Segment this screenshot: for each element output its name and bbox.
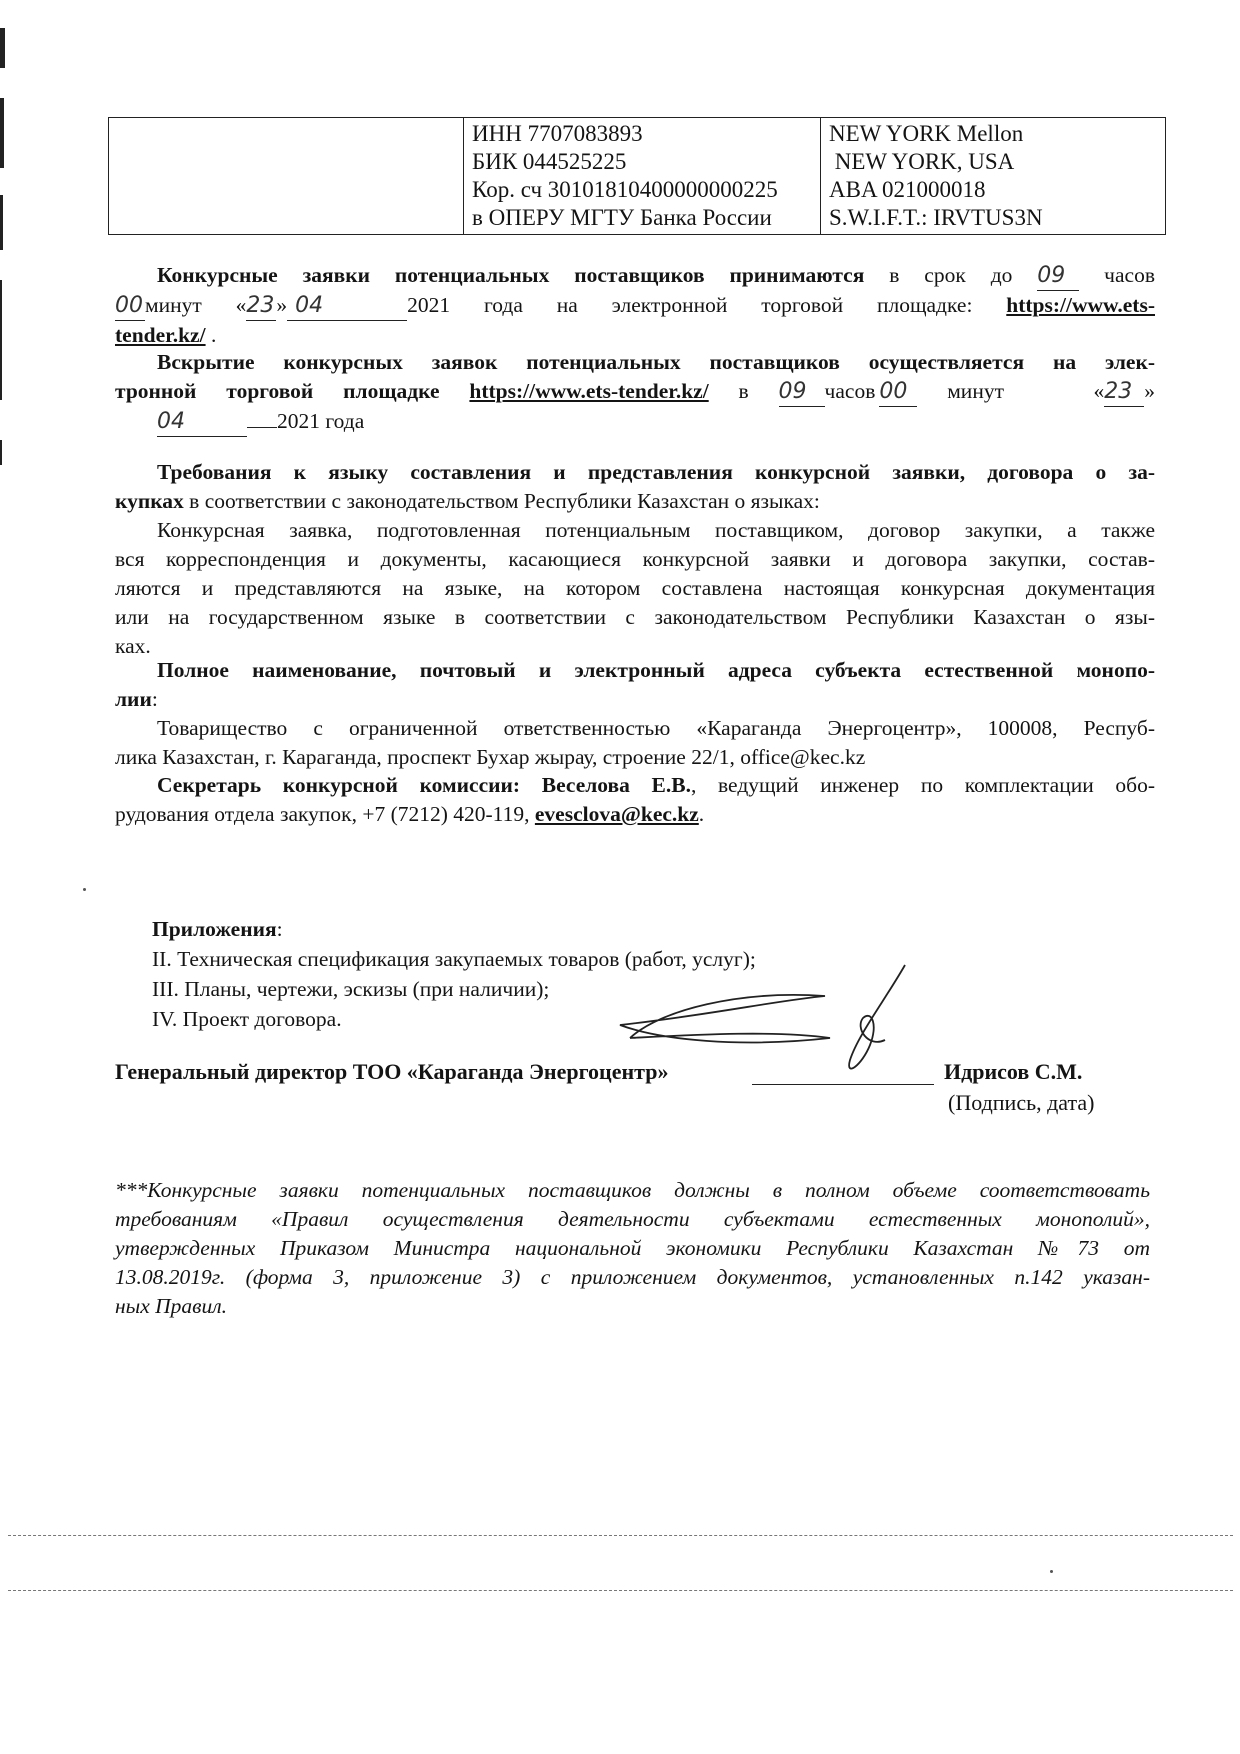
bank-table-russia-cell — [464, 118, 821, 235]
opening-day: 23 — [1104, 379, 1133, 404]
director-title: Генеральный директор ТОО «Караганда Энергоцентр» — [115, 1059, 669, 1084]
secretary-email-link[interactable]: evesclova@kec.kz — [534, 802, 699, 826]
footnote-line: требованиям «Правил осуществления деятельности субъектами естественных монополий», — [115, 1207, 1150, 1231]
language-para-line: или на государственном языке в соответствии с законодательством Республики Казахстан о язы- — [115, 605, 1155, 629]
submission-text: 2021 года на электронной торговой площадке: — [407, 293, 1007, 317]
scan-artifact-line — [8, 1590, 1233, 1591]
opening-month: 04 — [157, 409, 185, 434]
footnote-line: утвержденных Приказом Министра национальной экономики Республики Казахстан №73 от — [115, 1236, 1150, 1260]
language-para-line: вся корреспонденция и документы, касающиеся конкурсной заявки и договора закупки, состав- — [115, 547, 1155, 571]
opening-minute: 00 — [879, 379, 908, 404]
opening-text: часов — [824, 379, 876, 403]
submission-text: . — [205, 323, 217, 347]
attachment-item: III. Планы, чертежи, эскизы (при наличии); — [152, 977, 550, 1001]
bank-us-name: NEW YORK Mellon — [829, 121, 1024, 146]
secretary-end: . — [698, 802, 705, 826]
bank-details-table — [108, 117, 1166, 235]
bank-table-usa-cell — [821, 118, 1166, 235]
opening-lead-2: тронной торговой площадке — [115, 379, 440, 403]
secretary-position: , ведущий инженер по комплектации обо- — [690, 773, 1156, 797]
bank-name: в ОПЕРУ МГТУ Банка России — [472, 205, 772, 230]
signature-caption: (Подпись, дата) — [948, 1090, 1095, 1115]
subject-heading-colon: : — [151, 687, 158, 711]
secretary-label: Секретарь конкурсной комиссии: Веселова Е.В. — [157, 773, 691, 797]
opening-text: » — [1144, 379, 1156, 403]
language-heading-rest: в соответствии с законодательством Республики Казахстан о языках: — [183, 489, 820, 513]
signature-line — [752, 1084, 934, 1085]
opening-hour: 09 — [778, 379, 807, 404]
language-para-line: ках. — [115, 634, 151, 658]
bank-table-empty-cell — [109, 118, 464, 235]
scan-artifact-dot — [83, 888, 86, 891]
submission-lead: Конкурсные заявки потенциальных поставщиков принимаются — [157, 263, 865, 287]
scan-artifact-dot — [1050, 1570, 1053, 1573]
subject-address-line: Товарищество с ограниченной ответственностью «Караганда Энергоцентр», 100008, Респуб- — [157, 716, 1155, 740]
language-para-line: ляются и представляются на языке, на котором составлена настоящая конкурсная документация — [115, 576, 1155, 600]
subject-address-line: лика Казахстан, г. Караганда, проспект Бухар жырау, строение 22/1, office@kec.kz — [115, 745, 866, 769]
subject-info — [115, 656, 1155, 772]
attachment-item: IV. Проект договора. — [152, 1007, 342, 1031]
opening-text: в — [708, 379, 779, 403]
opening-text: 2021 года — [277, 409, 365, 433]
attachments-title: Приложения — [152, 917, 277, 941]
opening-paragraph — [115, 348, 1155, 437]
footnote — [115, 1176, 1150, 1321]
secretary-contact: рудования отдела закупок, +7 (7212) 420-119, — [115, 802, 535, 826]
language-heading: Требования к языку составления и представления конкурсной заявки, договора о за- — [157, 460, 1155, 484]
submission-text: минут « — [145, 293, 247, 317]
ets-tender-link[interactable]: https://www.ets- — [1006, 293, 1155, 317]
attachment-item: II. Техническая спецификация закупаемых товаров (работ, услуг); — [152, 947, 756, 971]
director-name: Идрисов С.М. — [944, 1059, 1083, 1084]
bank-us-city: NEW YORK, USA — [829, 149, 1015, 174]
bank-aba: ABA 021000018 — [829, 177, 986, 202]
footnote-line: 13.08.2019г. (форма 3, приложение 3) с приложением документов, установленных п.142 указан- — [115, 1265, 1150, 1289]
scan-artifact-line — [8, 1535, 1233, 1536]
bank-bik: БИК 044525225 — [472, 149, 627, 174]
footnote-line: ***Конкурсные заявки потенциальных поставщиков должны в полном объеме соответствовать — [115, 1178, 1150, 1202]
ets-tender-link-continued[interactable]: tender.kz/ — [115, 323, 206, 347]
submission-hour: 09 — [1037, 263, 1066, 288]
submission-text: » — [276, 293, 288, 317]
bank-inn: ИНН 7707083893 — [472, 121, 643, 146]
submission-text: часов — [1079, 263, 1155, 287]
bank-swift: S.W.I.F.T.: IRVTUS3N — [829, 205, 1043, 230]
language-para-line: Конкурсная заявка, подготовленная потенциальным поставщиком, договор закупки, а также — [157, 518, 1155, 542]
submission-minute: 00 — [115, 293, 143, 318]
subject-heading: Полное наименование, почтовый и электронный адреса субъекта естественной монопо- — [157, 658, 1155, 682]
opening-lead: Вскрытие конкурсных заявок потенциальных поставщиков осуществляется на элек- — [157, 350, 1155, 374]
submission-day: 23 — [246, 293, 275, 318]
language-heading-2: купках — [115, 489, 184, 513]
submission-paragraph — [115, 261, 1155, 350]
submission-text: в срок до — [864, 263, 1038, 287]
subject-heading-2: лии — [115, 687, 152, 711]
scan-edge-artifact — [0, 20, 10, 480]
language-requirements — [115, 458, 1155, 661]
attachments-colon: : — [276, 917, 283, 941]
opening-text: минут « — [917, 379, 1105, 403]
secretary-info — [115, 771, 1155, 829]
bank-corr-account: Кор. сч 30101810400000000225 — [472, 177, 778, 202]
submission-month: 04 — [295, 293, 324, 318]
ets-tender-link-2[interactable]: https://www.ets-tender.kz/ — [469, 379, 709, 403]
footnote-line: ных Правил. — [115, 1294, 228, 1318]
